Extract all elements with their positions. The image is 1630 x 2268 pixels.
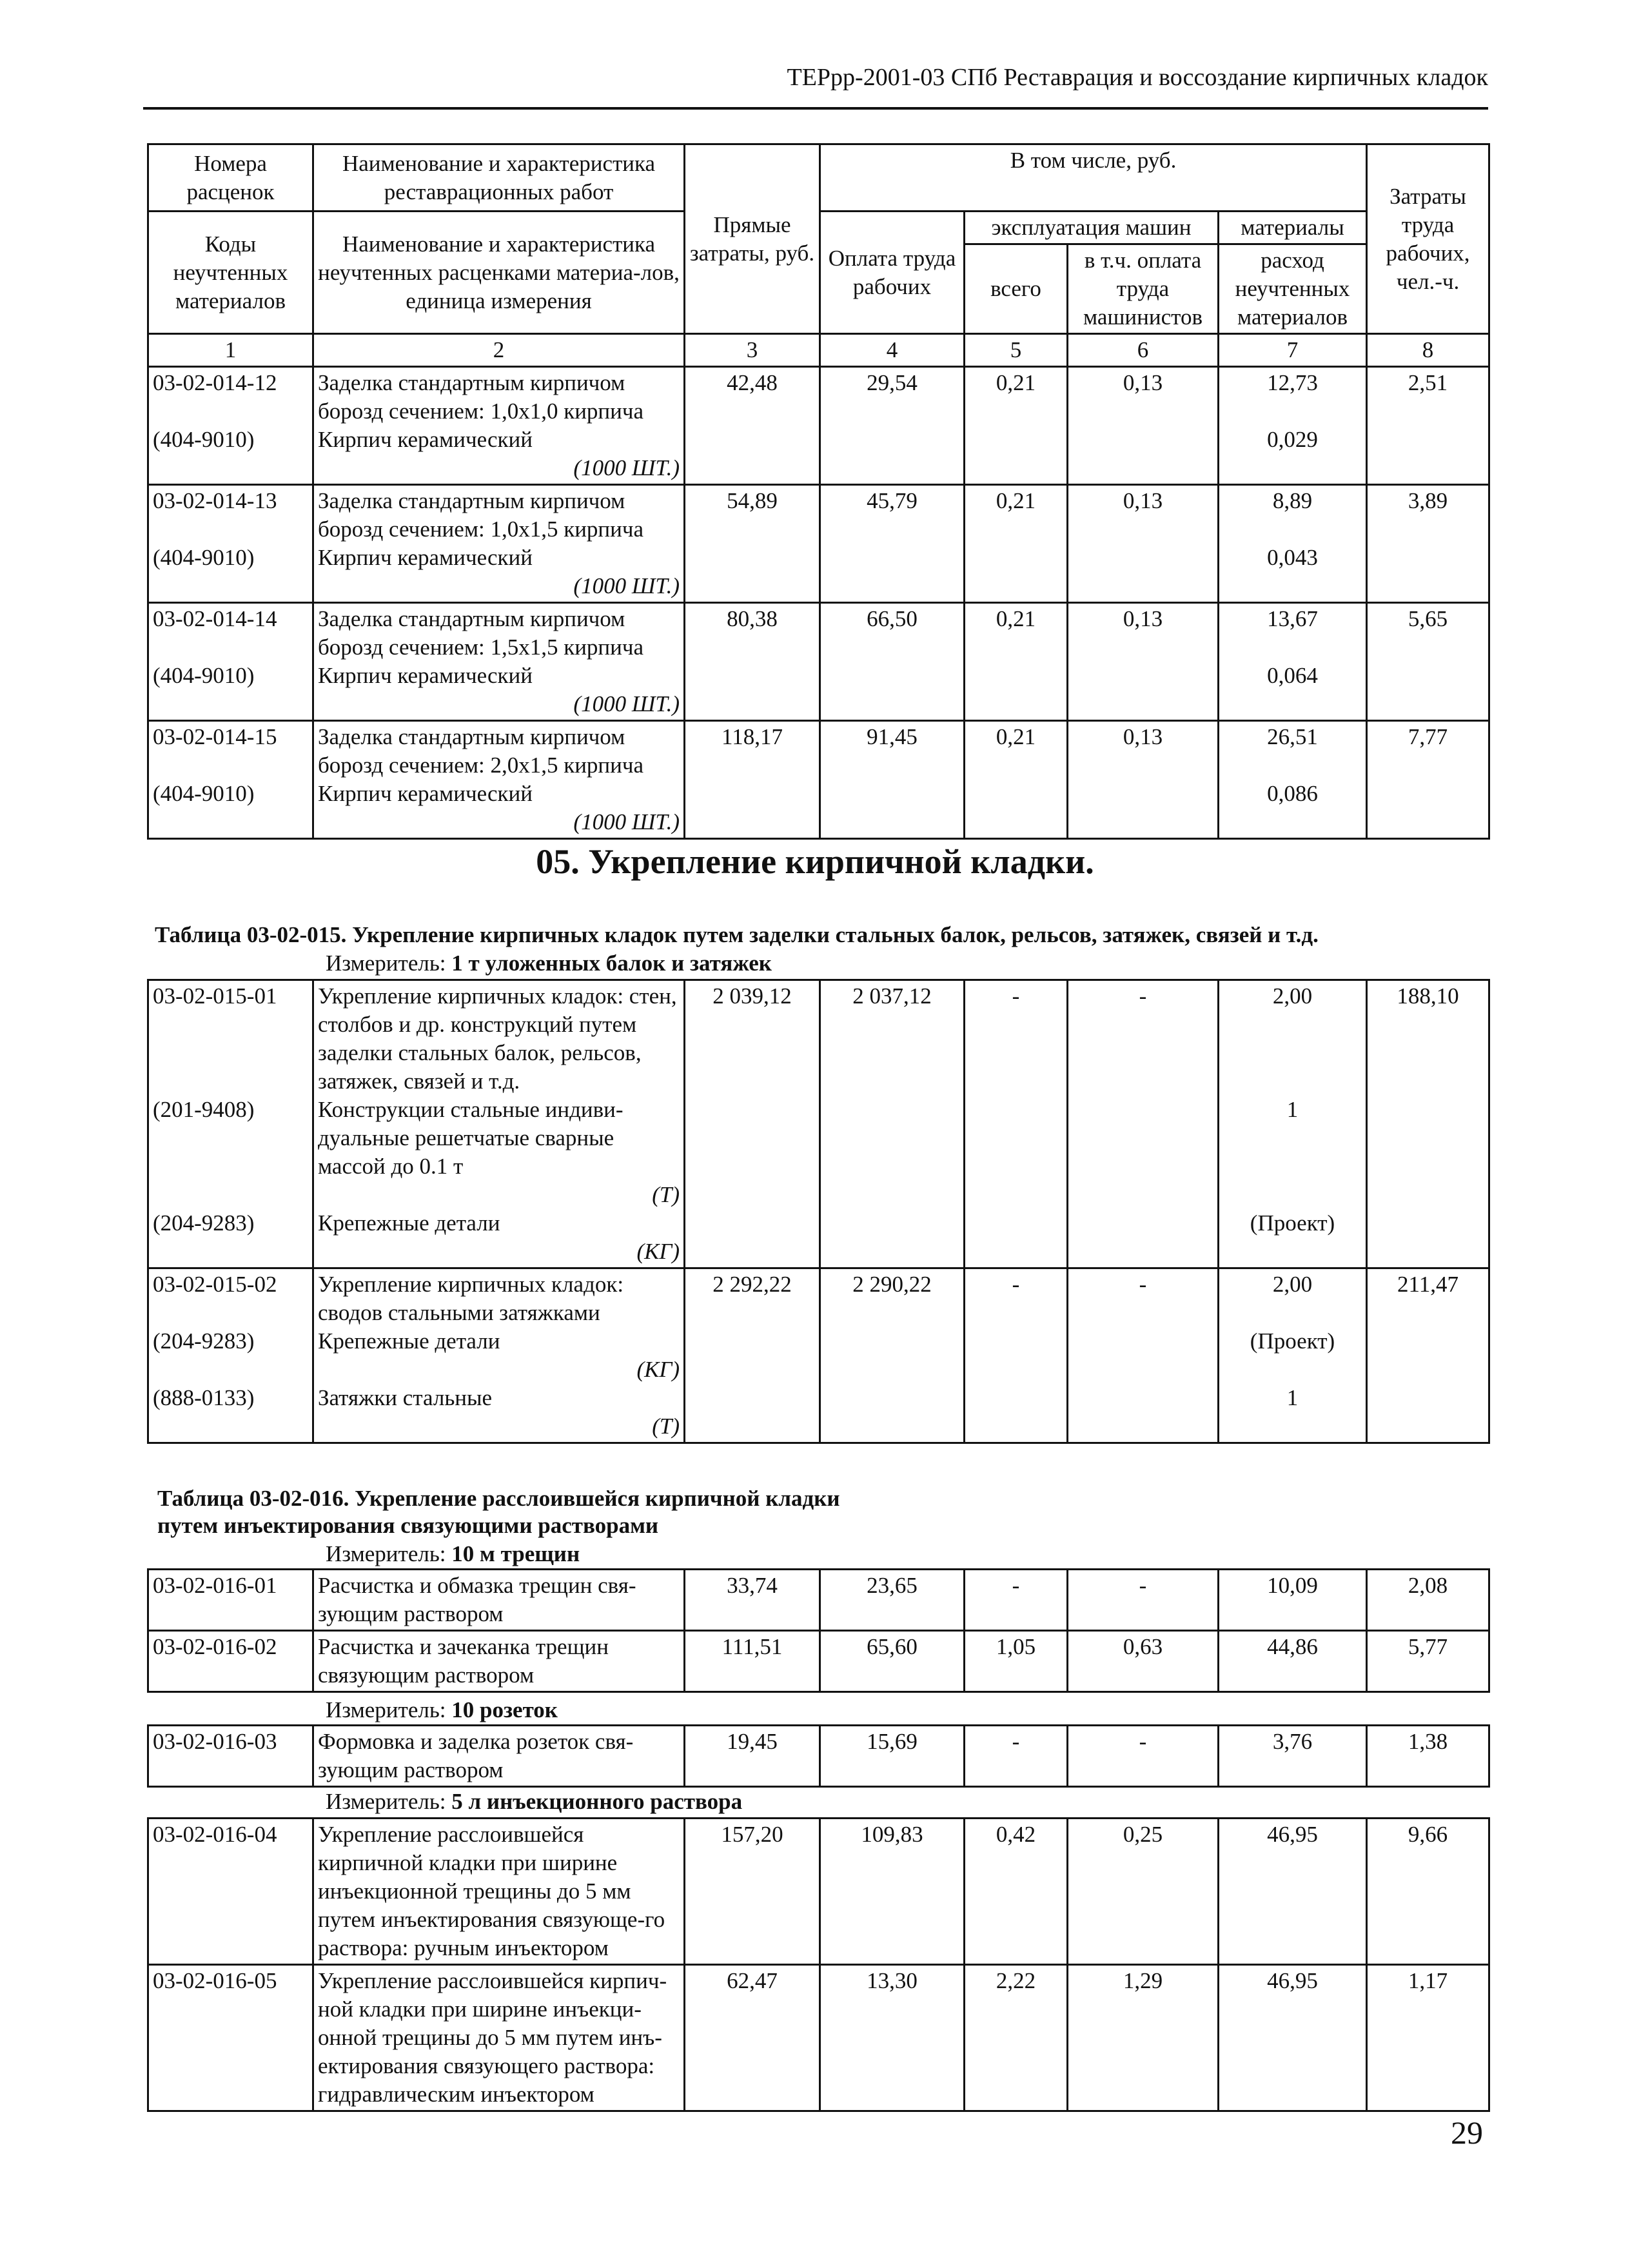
materials-cell [1219,721,1367,839]
code-cell [148,980,313,1268]
material-name: Затяжки стальные [318,1385,493,1410]
machines: - [965,980,1068,1268]
code-cell [148,603,313,721]
head-col5: всего [965,244,1068,334]
wage: 109,83 [820,1819,965,1965]
table-016-caption-1: Таблица 03-02-016. Укрепление расслоившейся кирпичной кладки [157,1486,840,1511]
material-qty: 1 [1286,1097,1299,1122]
labor: 5,65 [1367,603,1489,721]
materials: 2,00 [1272,983,1313,1009]
work-name: Расчистка и обмазка трещин свя-зующим раствором [313,1570,685,1631]
head-col7: расход неучтенных материалов [1219,244,1367,334]
machinist-wage: - [1068,980,1219,1268]
page-number: 29 [1451,2115,1483,2151]
mach-wage: 0,25 [1068,1819,1219,1965]
material-unit: (1000 ШТ.) [573,573,680,598]
table-016-caption-2: путем инъектирования связующими растворами [157,1513,659,1538]
code-cell [148,721,313,839]
table-016-measure-c [326,1788,742,1816]
table-row [148,603,1489,721]
table-row [148,1268,1489,1443]
head-col1-top: Номера расценок [148,144,313,212]
wage: 45,79 [820,485,965,603]
measure-label: Измеритель: [326,951,446,976]
mach-wage: 0,63 [1068,1631,1219,1692]
code-cell [148,1268,313,1443]
rate-code: 03-02-014-14 [153,606,277,631]
mach: - [965,1726,1068,1787]
table-row [148,980,1489,1268]
materials: 26,51 [1267,724,1318,749]
mach-wage: 0,13 [1068,485,1219,603]
table-row [148,1819,1489,1965]
col-number: 2 [313,334,685,367]
mach: - [965,1570,1068,1631]
mach: 0,21 [965,721,1068,839]
material-code: (404-9010) [153,545,255,570]
mach-wage: - [1068,1726,1219,1787]
table-row [148,1965,1489,2111]
mach-wage: 1,29 [1068,1965,1219,2111]
material-code: (404-9010) [153,781,255,806]
materials-cell [1219,603,1367,721]
material-qty: 0,086 [1267,781,1318,806]
labor: 211,47 [1367,1268,1489,1443]
material-qty: 0,043 [1267,545,1318,570]
table-015-caption: Таблица 03-02-015. Укрепление кирпичных кладок путем заделки стальных балок, рельсов, затяжек, связей и т.д. [155,922,1319,947]
col-number: 7 [1219,334,1367,367]
material-qty: (Проект) [1250,1210,1335,1236]
measure-label: Измеритель: [326,1541,446,1566]
mach-wage: 0,13 [1068,721,1219,839]
col-number: 3 [685,334,820,367]
rate-code: 03-02-014-13 [153,488,277,513]
head-col3: Прямые затраты, руб. [685,144,820,334]
work-name: Заделка стандартным кирпичом борозд сечением: 1,5х1,5 кирпича [318,606,644,660]
mach: 0,21 [965,603,1068,721]
material-name: Конструкции стальные индиви-дуальные решетчатые сварные массой до 0.1 т [318,1097,624,1179]
labor: 188,10 [1367,980,1489,1268]
name-cell [313,980,685,1268]
mach-wage: 0,13 [1068,367,1219,485]
materials: 13,67 [1267,606,1318,631]
table-016-b [147,1724,1490,1788]
material-code: (404-9010) [153,427,255,452]
materials: 2,00 [1272,1272,1313,1297]
section-title: 05. Укрепление кирпичной кладки. [536,842,1094,881]
col-number: 8 [1367,334,1489,367]
code-cell [148,367,313,485]
name-cell [313,367,685,485]
material-unit: (1000 ШТ.) [573,455,680,480]
material-code: (888-0133) [153,1385,255,1410]
table-row [148,1726,1489,1787]
table-row [148,1570,1489,1631]
work-name: Расчистка и зачеканка трещин связующим раствором [313,1631,685,1692]
mat: 3,76 [1219,1726,1367,1787]
material-name: Кирпич керамический [318,781,533,806]
labor: 2,08 [1367,1570,1489,1631]
work-name: Формовка и заделка розеток свя-зующим раствором [313,1726,685,1787]
wage: 15,69 [820,1726,965,1787]
mach-wage: 0,13 [1068,603,1219,721]
measure-value: 10 м трещин [451,1541,580,1566]
materials-cell [1219,980,1367,1268]
wage: 2 037,12 [820,980,965,1268]
col-number: 4 [820,334,965,367]
material-code: (204-9283) [153,1328,255,1354]
mat: 46,95 [1219,1819,1367,1965]
head-group: В том числе, руб. [820,144,1367,212]
rate-code: 03-02-016-04 [148,1819,313,1965]
mach: 2,22 [965,1965,1068,2111]
wage: 66,50 [820,603,965,721]
machines: - [965,1268,1068,1443]
material-qty: 0,064 [1267,663,1318,688]
rate-code: 03-02-016-02 [148,1631,313,1692]
material-unit: (1000 ШТ.) [573,809,680,834]
wage: 91,45 [820,721,965,839]
material-qty: 1 [1286,1385,1299,1410]
labor: 2,51 [1367,367,1489,485]
direct: 80,38 [685,603,820,721]
head-col8: Затраты труда рабочих, чел.-ч. [1367,144,1489,334]
rate-code: 03-02-014-15 [153,724,277,749]
direct: 62,47 [685,1965,820,2111]
wage: 13,30 [820,1965,965,2111]
wage: 65,60 [820,1631,965,1692]
name-cell [313,721,685,839]
work-name: Укрепление расслоившейся кирпич-ной кладки при ширине инъекци-онной трещины до 5 мм путем инъ-ектирования связующего раствора: гидравлическим инъектором [313,1965,685,2111]
direct: 19,45 [685,1726,820,1787]
rate-code: 03-02-015-01 [153,983,277,1009]
table-row [148,1631,1489,1692]
table-015 [147,979,1490,1444]
mach: 0,21 [965,367,1068,485]
name-cell [313,603,685,721]
material-code: (204-9283) [153,1210,255,1236]
col-number: 6 [1068,334,1219,367]
work-name: Заделка стандартным кирпичом борозд сечением: 1,0х1,0 кирпича [318,370,644,424]
work-name: Укрепление кирпичных кладок: стен, столбов и др. конструкций путем заделки стальных балок, рельсов, затяжек, связей и т.д. [318,983,677,1094]
material-qty: 0,029 [1267,427,1318,452]
table-016-c [147,1817,1490,2112]
col-number: 1 [148,334,313,367]
table-015-measure [326,949,772,978]
direct-cost: 2 039,12 [685,980,820,1268]
table-016-measure-a [326,1540,580,1568]
direct-cost: 2 292,22 [685,1268,820,1443]
table-016-a [147,1568,1490,1693]
measure-value: 10 розеток [451,1697,558,1722]
direct: 42,48 [685,367,820,485]
material-qty: (Проект) [1250,1328,1335,1354]
head-col4: Оплата труда рабочих [820,212,965,334]
direct: 111,51 [685,1631,820,1692]
name-cell [313,1268,685,1443]
code-cell [148,485,313,603]
table-016-measure-b [326,1696,558,1724]
table-row [148,485,1489,603]
labor: 9,66 [1367,1819,1489,1965]
mat: 44,86 [1219,1631,1367,1692]
labor: 1,38 [1367,1726,1489,1787]
measure-label: Измеритель: [326,1697,446,1722]
wage: 29,54 [820,367,965,485]
head-col1-bottom: Коды неучтенных материалов [148,212,313,334]
table-row [148,721,1489,839]
running-header: ТЕРрр-2001-03 СПб Реставрация и воссоздание кирпичных кладок [787,64,1488,91]
material-unit: (Т) [652,1414,680,1439]
col-number: 5 [965,334,1068,367]
labor: 7,77 [1367,721,1489,839]
material-name: Кирпич керамический [318,427,533,452]
name-cell [313,485,685,603]
direct: 118,17 [685,721,820,839]
head-col2-bottom: Наименование и характеристика неучтенных расценками материа-лов, единица измерения [313,212,685,334]
material-unit: (КГ) [636,1239,680,1264]
work-name: Укрепление кирпичных кладок: сводов стальными затяжками [318,1272,624,1325]
mat: 46,95 [1219,1965,1367,2111]
mach: 1,05 [965,1631,1068,1692]
materials-cell [1219,1268,1367,1443]
head-col2-top: Наименование и характеристика реставрационных работ [313,144,685,212]
material-unit: (Т) [652,1182,680,1207]
mach-wage: - [1068,1570,1219,1631]
direct: 54,89 [685,485,820,603]
materials-cell [1219,367,1367,485]
materials: 8,89 [1272,488,1313,513]
measure-label: Измеритель: [326,1789,446,1814]
direct: 157,20 [685,1819,820,1965]
material-unit: (КГ) [636,1357,680,1382]
wage: 2 290,22 [820,1268,965,1443]
rate-code: 03-02-015-02 [153,1272,277,1297]
material-name: Крепежные детали [318,1210,500,1236]
measure-value: 5 л инъекционного раствора [451,1789,743,1814]
rate-code: 03-02-014-12 [153,370,277,395]
machinist-wage: - [1068,1268,1219,1443]
material-code: (201-9408) [153,1097,255,1122]
mach: 0,21 [965,485,1068,603]
labor: 1,17 [1367,1965,1489,2111]
labor: 3,89 [1367,485,1489,603]
work-name: Заделка стандартным кирпичом борозд сечением: 2,0х1,5 кирпича [318,724,644,778]
table-014 [147,143,1490,840]
head-col6: в т.ч. оплата труда машинистов [1068,244,1219,334]
material-name: Кирпич керамический [318,663,533,688]
material-code: (404-9010) [153,663,255,688]
table-row [148,367,1489,485]
rate-code: 03-02-016-03 [148,1726,313,1787]
labor: 5,77 [1367,1631,1489,1692]
header-rule [143,107,1488,110]
wage: 23,65 [820,1570,965,1631]
materials-cell [1219,485,1367,603]
materials: 12,73 [1267,370,1318,395]
material-unit: (1000 ШТ.) [573,691,680,716]
rate-code: 03-02-016-05 [148,1965,313,2111]
mat: 10,09 [1219,1570,1367,1631]
mach: 0,42 [965,1819,1068,1965]
measure-value: 1 т уложенных балок и затяжек [451,951,772,976]
direct: 33,74 [685,1570,820,1631]
work-name: Укрепление расслоившейся кирпичной кладки при ширине инъекционной трещины до 5 мм путем инъектирования связующе-го раствора: ручным инъектором [313,1819,685,1965]
work-name: Заделка стандартным кирпичом борозд сечением: 1,0х1,5 кирпича [318,488,644,542]
material-name: Крепежные детали [318,1328,500,1354]
head-materials: материалы [1219,212,1367,244]
head-machines: эксплуатация машин [965,212,1219,244]
rate-code: 03-02-016-01 [148,1570,313,1631]
material-name: Кирпич керамический [318,545,533,570]
